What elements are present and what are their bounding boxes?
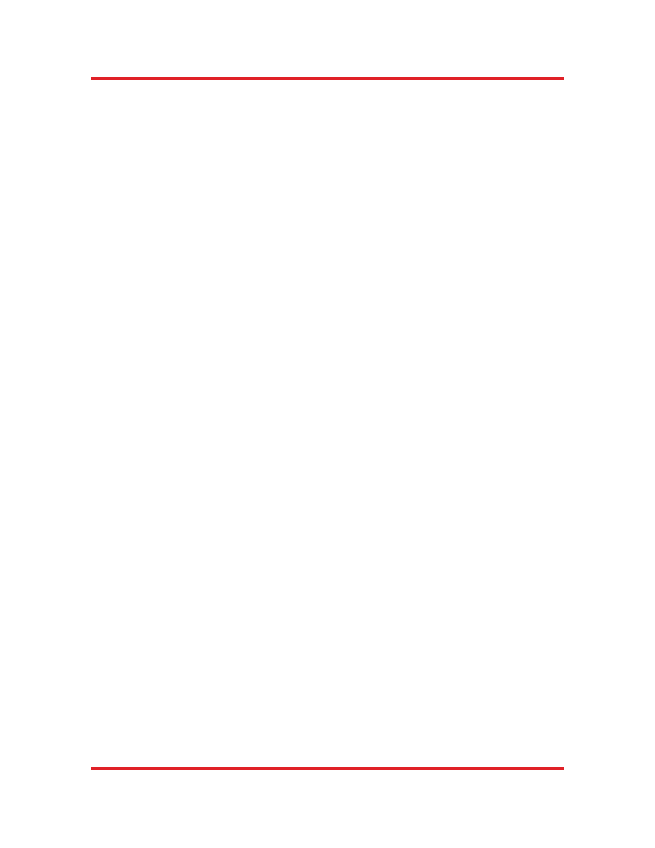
header-divider (91, 77, 564, 80)
uvm-logo (322, 26, 584, 70)
footer-divider (91, 767, 564, 770)
